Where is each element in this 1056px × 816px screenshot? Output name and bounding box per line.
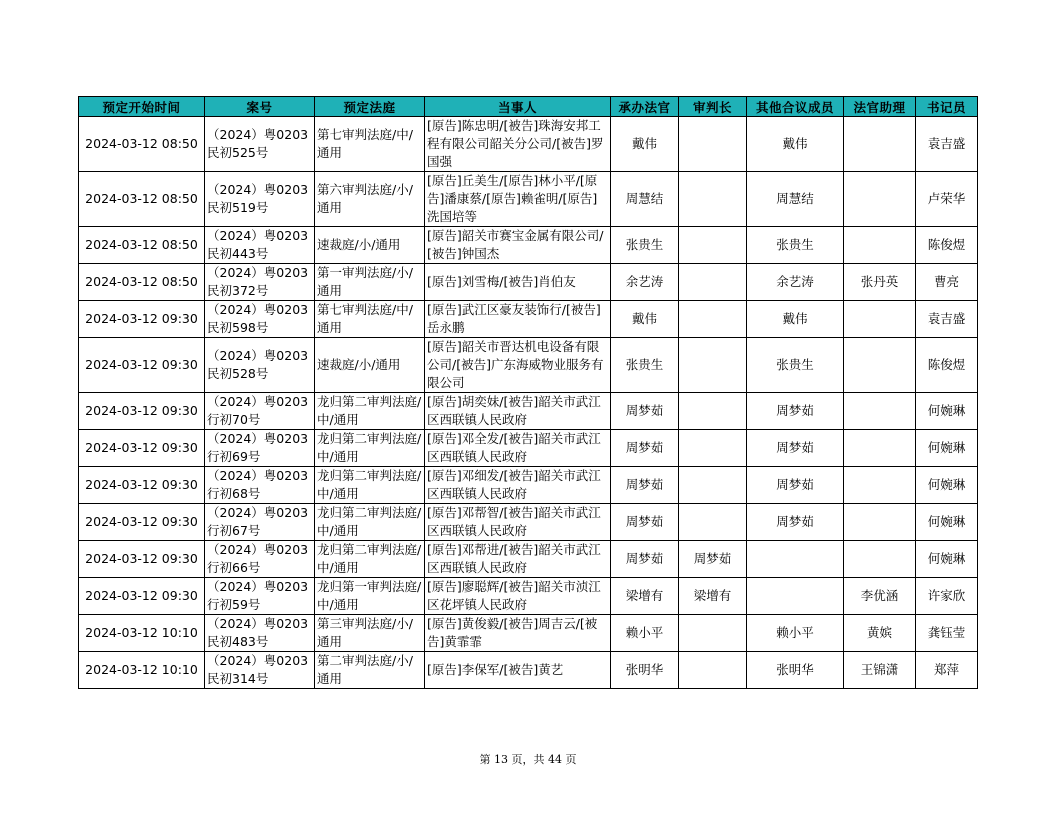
cell-parties: [原告]陈忠明/[被告]珠海安邦工程有限公司韶关分公司/[被告]罗国强 (425, 117, 611, 172)
cell-judge-assistant: 黄嫔 (844, 615, 916, 652)
table-row (79, 615, 978, 652)
cell-parties: [原告]黄俊毅/[被告]周吉云/[被告]黄霏霏 (425, 615, 611, 652)
cell-start-time: 2024-03-12 09:30 (79, 393, 205, 430)
header-courtroom: 预定法庭 (315, 97, 425, 117)
cell-judge-assistant (844, 541, 916, 578)
cell-courtroom: 速裁庭/小/通用 (315, 227, 425, 264)
header-parties: 当事人 (425, 97, 611, 117)
hearing-schedule-table (78, 96, 978, 689)
cell-clerk: 何婉琳 (916, 393, 978, 430)
cell-other-panel-members: 周梦茹 (747, 430, 844, 467)
header-presiding-judge: 承办法官 (611, 97, 679, 117)
cell-presiding-judge: 余艺涛 (611, 264, 679, 301)
cell-judge-assistant: 张丹英 (844, 264, 916, 301)
header-scheduled-start-time: 预定开始时间 (79, 97, 205, 117)
cell-presiding-judge: 周梦茹 (611, 467, 679, 504)
cell-chief-judge (679, 615, 747, 652)
cell-parties: [原告]邓帮进/[被告]韶关市武江区西联镇人民政府 (425, 541, 611, 578)
table-header-row (79, 97, 978, 117)
cell-judge-assistant (844, 430, 916, 467)
cell-judge-assistant: 王锦潇 (844, 652, 916, 689)
cell-start-time: 2024-03-12 08:50 (79, 172, 205, 227)
header-case-number: 案号 (205, 97, 315, 117)
cell-presiding-judge: 张贵生 (611, 227, 679, 264)
cell-other-panel-members: 张明华 (747, 652, 844, 689)
cell-judge-assistant (844, 301, 916, 338)
cell-case-number: （2024）粤0203民初443号 (205, 227, 315, 264)
table-row (79, 578, 978, 615)
cell-parties: [原告]刘雪梅/[被告]肖伯友 (425, 264, 611, 301)
cell-judge-assistant (844, 467, 916, 504)
cell-clerk: 龚钰莹 (916, 615, 978, 652)
cell-judge-assistant (844, 172, 916, 227)
cell-judge-assistant (844, 504, 916, 541)
cell-chief-judge (679, 467, 747, 504)
cell-presiding-judge: 梁增有 (611, 578, 679, 615)
cell-case-number: （2024）粤0203行初66号 (205, 541, 315, 578)
cell-case-number: （2024）粤0203民初598号 (205, 301, 315, 338)
cell-parties: [原告]邓全发/[被告]韶关市武江区西联镇人民政府 (425, 430, 611, 467)
table-row (79, 338, 978, 393)
cell-case-number: （2024）粤0203行初67号 (205, 504, 315, 541)
cell-clerk: 袁吉盛 (916, 117, 978, 172)
cell-courtroom: 第三审判法庭/小/通用 (315, 615, 425, 652)
table-row (79, 430, 978, 467)
cell-start-time: 2024-03-12 08:50 (79, 117, 205, 172)
cell-other-panel-members (747, 541, 844, 578)
cell-parties: [原告]胡奕妹/[被告]韶关市武江区西联镇人民政府 (425, 393, 611, 430)
cell-judge-assistant (844, 338, 916, 393)
cell-presiding-judge: 张明华 (611, 652, 679, 689)
cell-clerk: 陈俊煜 (916, 227, 978, 264)
cell-courtroom: 龙归第二审判法庭/中/通用 (315, 393, 425, 430)
cell-judge-assistant (844, 117, 916, 172)
header-other-panel-members: 其他合议成员 (747, 97, 844, 117)
cell-other-panel-members: 周梦茹 (747, 504, 844, 541)
cell-courtroom: 龙归第二审判法庭/中/通用 (315, 541, 425, 578)
header-clerk: 书记员 (916, 97, 978, 117)
table-row (79, 227, 978, 264)
cell-start-time: 2024-03-12 10:10 (79, 652, 205, 689)
cell-chief-judge (679, 504, 747, 541)
cell-other-panel-members: 赖小平 (747, 615, 844, 652)
cell-judge-assistant (844, 393, 916, 430)
cell-case-number: （2024）粤0203行初59号 (205, 578, 315, 615)
cell-presiding-judge: 周梦茹 (611, 541, 679, 578)
cell-presiding-judge: 周梦茹 (611, 430, 679, 467)
cell-courtroom: 龙归第二审判法庭/中/通用 (315, 467, 425, 504)
cell-presiding-judge: 周梦茹 (611, 393, 679, 430)
cell-start-time: 2024-03-12 08:50 (79, 264, 205, 301)
cell-case-number: （2024）粤0203行初68号 (205, 467, 315, 504)
cell-other-panel-members: 戴伟 (747, 301, 844, 338)
cell-other-panel-members: 周慧结 (747, 172, 844, 227)
cell-clerk: 曹亮 (916, 264, 978, 301)
cell-other-panel-members: 周梦茹 (747, 393, 844, 430)
cell-presiding-judge: 张贵生 (611, 338, 679, 393)
cell-parties: [原告]丘美生/[原告]林小平/[原告]潘康蔡/[原告]赖雀明/[原告]洗国培等 (425, 172, 611, 227)
cell-start-time: 2024-03-12 09:30 (79, 541, 205, 578)
cell-parties: [原告]邓帮智/[被告]韶关市武江区西联镇人民政府 (425, 504, 611, 541)
cell-start-time: 2024-03-12 09:30 (79, 578, 205, 615)
page-footer: 第 13 页，共 44 页 (479, 753, 577, 766)
cell-clerk: 何婉琳 (916, 430, 978, 467)
cell-chief-judge (679, 430, 747, 467)
cell-chief-judge (679, 172, 747, 227)
cell-courtroom: 第七审判法庭/中/通用 (315, 301, 425, 338)
cell-start-time: 2024-03-12 10:10 (79, 615, 205, 652)
cell-start-time: 2024-03-12 09:30 (79, 338, 205, 393)
cell-presiding-judge: 周梦茹 (611, 504, 679, 541)
cell-courtroom: 第一审判法庭/小/通用 (315, 264, 425, 301)
cell-case-number: （2024）粤0203民初314号 (205, 652, 315, 689)
cell-start-time: 2024-03-12 09:30 (79, 504, 205, 541)
cell-courtroom: 速裁庭/小/通用 (315, 338, 425, 393)
cell-parties: [原告]邓细发/[被告]韶关市武江区西联镇人民政府 (425, 467, 611, 504)
cell-parties: [原告]李保军/[被告]黄艺 (425, 652, 611, 689)
cell-other-panel-members: 张贵生 (747, 338, 844, 393)
cell-clerk: 何婉琳 (916, 467, 978, 504)
cell-other-panel-members (747, 578, 844, 615)
cell-other-panel-members: 戴伟 (747, 117, 844, 172)
cell-parties: [原告]廖聪辉/[被告]韶关市浈江区花坪镇人民政府 (425, 578, 611, 615)
cell-clerk: 卢荣华 (916, 172, 978, 227)
cell-chief-judge (679, 393, 747, 430)
table-row (79, 541, 978, 578)
cell-courtroom: 龙归第二审判法庭/中/通用 (315, 430, 425, 467)
cell-chief-judge (679, 227, 747, 264)
cell-case-number: （2024）粤0203民初519号 (205, 172, 315, 227)
cell-clerk: 许家欣 (916, 578, 978, 615)
table-row (79, 117, 978, 172)
cell-presiding-judge: 周慧结 (611, 172, 679, 227)
cell-presiding-judge: 戴伟 (611, 301, 679, 338)
cell-courtroom: 龙归第一审判法庭/中/通用 (315, 578, 425, 615)
cell-start-time: 2024-03-12 09:30 (79, 467, 205, 504)
cell-presiding-judge: 戴伟 (611, 117, 679, 172)
header-judge-assistant: 法官助理 (844, 97, 916, 117)
table-row (79, 652, 978, 689)
cell-judge-assistant (844, 227, 916, 264)
cell-chief-judge: 周梦茹 (679, 541, 747, 578)
cell-clerk: 陈俊煜 (916, 338, 978, 393)
cell-chief-judge: 梁增有 (679, 578, 747, 615)
cell-other-panel-members: 余艺涛 (747, 264, 844, 301)
cell-other-panel-members: 张贵生 (747, 227, 844, 264)
cell-clerk: 袁吉盛 (916, 301, 978, 338)
cell-case-number: （2024）粤0203民初483号 (205, 615, 315, 652)
table-row (79, 172, 978, 227)
table-row (79, 264, 978, 301)
table-row (79, 393, 978, 430)
cell-clerk: 郑萍 (916, 652, 978, 689)
cell-start-time: 2024-03-12 08:50 (79, 227, 205, 264)
cell-start-time: 2024-03-12 09:30 (79, 430, 205, 467)
cell-case-number: （2024）粤0203行初69号 (205, 430, 315, 467)
cell-courtroom: 第六审判法庭/小/通用 (315, 172, 425, 227)
cell-chief-judge (679, 117, 747, 172)
cell-case-number: （2024）粤0203民初528号 (205, 338, 315, 393)
cell-chief-judge (679, 301, 747, 338)
cell-presiding-judge: 赖小平 (611, 615, 679, 652)
cell-case-number: （2024）粤0203民初372号 (205, 264, 315, 301)
cell-chief-judge (679, 652, 747, 689)
cell-case-number: （2024）粤0203行初70号 (205, 393, 315, 430)
cell-courtroom: 第二审判法庭/小/通用 (315, 652, 425, 689)
cell-parties: [原告]韶关市晋达机电设备有限公司/[被告]广东海威物业服务有限公司 (425, 338, 611, 393)
cell-parties: [原告]武江区豪友装饰行/[被告]岳永鹏 (425, 301, 611, 338)
table-row (79, 504, 978, 541)
table-row (79, 467, 978, 504)
cell-chief-judge (679, 264, 747, 301)
cell-case-number: （2024）粤0203民初525号 (205, 117, 315, 172)
cell-clerk: 何婉琳 (916, 504, 978, 541)
cell-parties: [原告]韶关市赛宝金属有限公司/[被告]钟国杰 (425, 227, 611, 264)
cell-clerk: 何婉琳 (916, 541, 978, 578)
cell-judge-assistant: 李优涵 (844, 578, 916, 615)
cell-courtroom: 龙归第二审判法庭/中/通用 (315, 504, 425, 541)
header-chief-judge: 审判长 (679, 97, 747, 117)
cell-other-panel-members: 周梦茹 (747, 467, 844, 504)
cell-courtroom: 第七审判法庭/中/通用 (315, 117, 425, 172)
cell-chief-judge (679, 338, 747, 393)
table-row (79, 301, 978, 338)
cell-start-time: 2024-03-12 09:30 (79, 301, 205, 338)
